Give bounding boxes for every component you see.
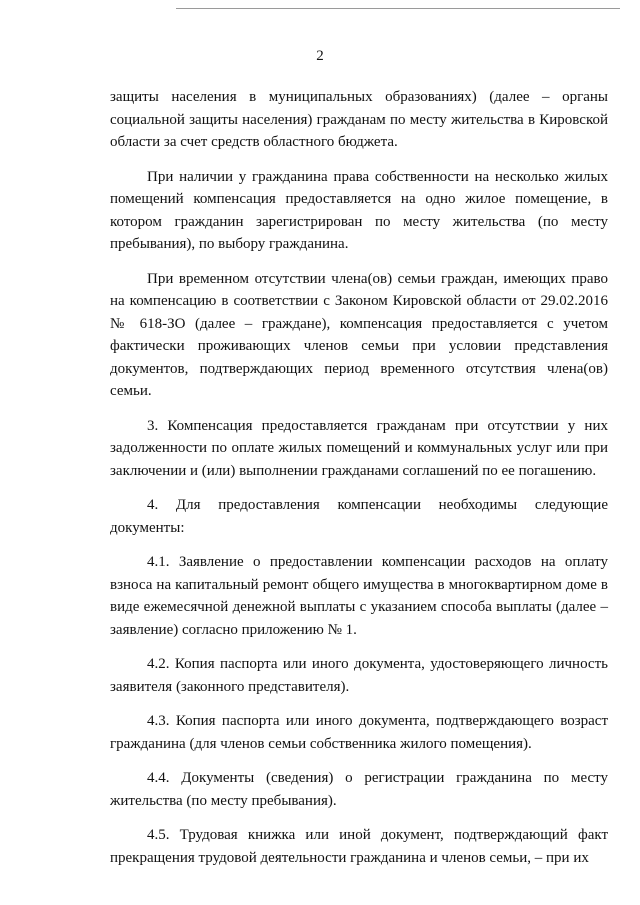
paragraph-temporary-absence: При временном отсутствии члена(ов) семьи граждан, имеющих право на компенсацию в соответствии с Законом Кировской области от 29.02.2016 № 618-ЗО (далее – граждане), компенсация предоставляется с учетом фактически проживающих членов семьи при условии представления документов, подтверждающих период временного отсутствия члена(ов) семьи. <box>110 270 608 399</box>
paragraph-continuation: защиты населения в муниципальных образованиях) (далее – органы социальной защиты населения) гражданам по месту жительства в Кировской области за счет средств областного бюджета. <box>110 89 608 150</box>
paragraph-multiple-ownership: При наличии у гражданина права собственности на несколько жилых помещений компенсация предоставляется на одно жилое помещение, в котором гражданин зарегистрирован по месту жительства (по месту пребывания), по выбору гражданина. <box>110 168 608 252</box>
top-border-line <box>176 8 620 9</box>
paragraph-item-4-1: 4.1. Заявление о предоставлении компенсации расходов на оплату взноса на капитальный ремонт общего имущества в многоквартирном доме в виде ежемесячной денежной выплаты с указанием способа выплаты (далее – заявление) согласно приложению № 1. <box>110 554 608 638</box>
paragraph-item-4-4: 4.4. Документы (сведения) о регистрации гражданина по месту жительства (по месту пребывания). <box>110 770 608 809</box>
paragraph-item-3: 3. Компенсация предоставляется гражданам при отсутствии у них задолженности по оплате жилых помещений и коммунальных услуг или при заключении и (или) выполнении гражданами соглашений по ее погашению. <box>110 417 608 479</box>
paragraph-item-4-3: 4.3. Копия паспорта или иного документа, подтверждающего возраст гражданина (для членов семьи собственника жилого помещения). <box>110 713 608 752</box>
page-number: 2 <box>316 48 324 64</box>
paragraph-item-4: 4. Для предоставления компенсации необходимы следующие документы: <box>110 497 608 536</box>
paragraph-item-4-5: 4.5. Трудовая книжка или иной документ, подтверждающий факт прекращения трудовой деятельности гражданина и членов семьи, – при их <box>110 827 608 866</box>
paragraph-item-4-2: 4.2. Копия паспорта или иного документа, удостоверяющего личность заявителя (законного представителя). <box>110 656 608 695</box>
document-body <box>110 86 608 881</box>
